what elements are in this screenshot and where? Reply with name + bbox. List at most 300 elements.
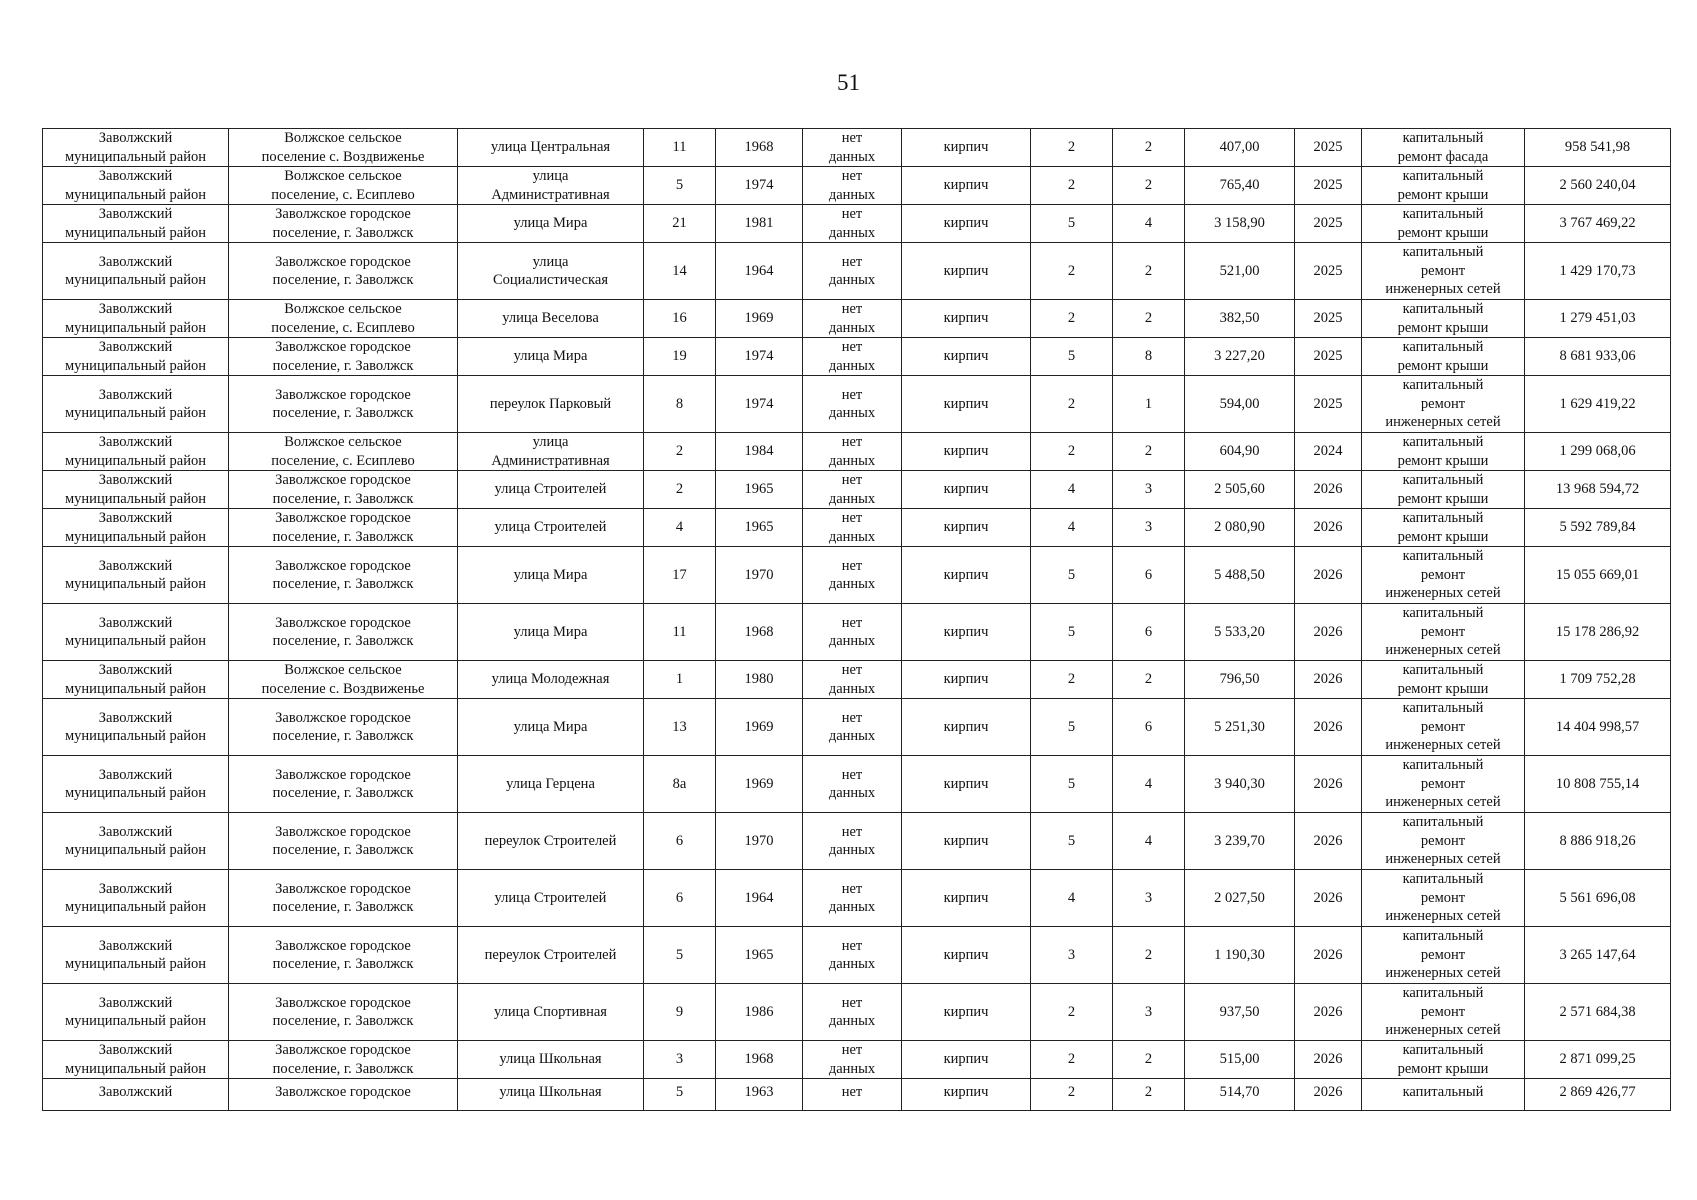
- floors-cell: 2: [1031, 300, 1113, 338]
- repair-type-cell-line: капитальный: [1402, 1042, 1484, 1058]
- wall-material-cell: кирпич: [902, 547, 1031, 604]
- cost-cell: 15 178 286,92: [1525, 604, 1671, 661]
- settlement-cell: [229, 756, 458, 813]
- repair-type-cell-line: капитальный: [1402, 377, 1484, 394]
- district-cell: [43, 376, 229, 433]
- floors-cell: 2: [1031, 243, 1113, 300]
- repair-type-cell-line: капитальный: [1402, 472, 1484, 488]
- district-cell: [43, 509, 229, 547]
- repair-type-cell-line: ремонт: [1420, 775, 1466, 792]
- entrances-cell: 2: [1113, 243, 1185, 300]
- no-data-cell: [803, 870, 902, 927]
- street-cell: [458, 756, 644, 813]
- floors-cell: 5: [1031, 813, 1113, 870]
- table-row: [43, 756, 1671, 813]
- no-data-cell-line: данных: [828, 680, 876, 697]
- wall-material-cell: кирпич: [902, 813, 1031, 870]
- street-cell: [458, 129, 644, 167]
- district-cell-line: Заволжский: [98, 766, 173, 783]
- settlement-cell: [229, 243, 458, 300]
- settlement-cell-line: Заволжское городское: [275, 1042, 411, 1058]
- settlement-cell-line: Заволжское городское: [275, 937, 411, 954]
- repair-type-cell-line: ремонт: [1420, 623, 1466, 640]
- repair-type-cell-line: ремонт: [1420, 262, 1466, 279]
- repair-type-cell-line: ремонт: [1420, 718, 1466, 735]
- house-number-cell: 11: [644, 604, 716, 661]
- build-year-cell: 1984: [716, 433, 803, 471]
- settlement-cell-line: Заволжское городское: [275, 339, 411, 355]
- table-row: [43, 927, 1671, 984]
- floors-cell: 2: [1031, 984, 1113, 1041]
- no-data-cell-line: данных: [828, 728, 876, 744]
- cost-cell: 13 968 594,72: [1525, 471, 1671, 509]
- street-cell: [458, 984, 644, 1041]
- repair-type-cell: [1362, 338, 1525, 376]
- wall-material-cell: кирпич: [902, 433, 1031, 471]
- wall-material-cell: кирпич: [902, 699, 1031, 756]
- area-cell: 3 227,20: [1185, 338, 1295, 376]
- build-year-cell: 1974: [716, 338, 803, 376]
- repair-type-cell-line: капитальный: [1402, 605, 1484, 622]
- area-cell: 514,70: [1185, 1079, 1295, 1111]
- repair-type-cell-line: капитальный: [1402, 206, 1484, 222]
- repair-type-cell-line: ремонт фасада: [1397, 148, 1489, 165]
- house-number-cell: 11: [644, 129, 716, 167]
- settlement-cell-line: поселение, г. Заволжск: [272, 1060, 414, 1077]
- street-cell-line: улица Мира: [513, 566, 588, 583]
- wall-material-cell: кирпич: [902, 205, 1031, 243]
- district-cell-line: муниципальный район: [65, 357, 206, 374]
- district-cell: [43, 167, 229, 205]
- repair-type-cell: [1362, 509, 1525, 547]
- table-row: [43, 1079, 1671, 1111]
- floors-cell: 5: [1031, 699, 1113, 756]
- no-data-cell-line: нет: [841, 1042, 863, 1058]
- table-row: [43, 433, 1671, 471]
- area-cell: 2 505,60: [1185, 471, 1295, 509]
- entrances-cell: 2: [1113, 1041, 1185, 1079]
- no-data-cell-line: данных: [828, 357, 876, 374]
- settlement-cell: [229, 471, 458, 509]
- no-data-cell: [803, 376, 902, 433]
- no-data-cell: [803, 756, 902, 813]
- no-data-cell-line: нет: [841, 766, 863, 783]
- district-cell-line: Заволжский: [98, 472, 173, 488]
- district-cell-line: муниципальный район: [65, 490, 206, 507]
- table-body: [43, 129, 1671, 1111]
- repair-type-cell: [1362, 433, 1525, 471]
- wall-material-cell: кирпич: [902, 129, 1031, 167]
- no-data-cell-line: данных: [828, 633, 876, 649]
- repair-type-cell-line: ремонт крыши: [1397, 680, 1489, 697]
- no-data-cell-line: данных: [828, 490, 876, 507]
- floors-cell: 5: [1031, 756, 1113, 813]
- street-cell-line: улица: [532, 253, 569, 270]
- table-row: [43, 509, 1671, 547]
- repair-type-cell: [1362, 927, 1525, 984]
- house-number-cell: 3: [644, 1041, 716, 1079]
- settlement-cell-line: поселение, г. Заволжск: [272, 899, 414, 915]
- repair-type-cell: [1362, 129, 1525, 167]
- house-number-cell: 9: [644, 984, 716, 1041]
- street-cell: [458, 300, 644, 338]
- area-cell: 5 533,20: [1185, 604, 1295, 661]
- no-data-cell-line: нет: [841, 339, 863, 355]
- build-year-cell: 1981: [716, 205, 803, 243]
- settlement-cell: [229, 300, 458, 338]
- district-cell-line: Заволжский: [98, 1084, 173, 1100]
- repair-type-cell-line: капитальный: [1402, 339, 1484, 355]
- build-year-cell: 1964: [716, 243, 803, 300]
- repair-type-cell-line: капитальный: [1402, 814, 1484, 831]
- repair-type-cell: [1362, 1041, 1525, 1079]
- table-row: [43, 813, 1671, 870]
- no-data-cell: [803, 927, 902, 984]
- settlement-cell-line: поселение, г. Заволжск: [272, 633, 414, 649]
- no-data-cell: [803, 338, 902, 376]
- settlement-cell-line: поселение, г. Заволжск: [272, 272, 414, 288]
- floors-cell: 5: [1031, 205, 1113, 243]
- settlement-cell-line: Заволжское городское: [275, 1084, 411, 1100]
- wall-material-cell: кирпич: [902, 1041, 1031, 1079]
- build-year-cell: 1968: [716, 129, 803, 167]
- district-cell: [43, 338, 229, 376]
- cost-cell: 3 265 147,64: [1525, 927, 1671, 984]
- no-data-cell-line: данных: [828, 576, 876, 592]
- district-cell-line: Заволжский: [98, 206, 173, 222]
- no-data-cell: [803, 205, 902, 243]
- house-number-cell: 8а: [644, 756, 716, 813]
- build-year-cell: 1970: [716, 813, 803, 870]
- district-cell-line: Заволжский: [98, 434, 173, 450]
- repair-type-cell: [1362, 376, 1525, 433]
- area-cell: 2 027,50: [1185, 870, 1295, 927]
- cost-cell: 1 429 170,73: [1525, 243, 1671, 300]
- entrances-cell: 6: [1113, 547, 1185, 604]
- settlement-cell-line: поселение, с. Есиплево: [271, 452, 415, 469]
- settlement-cell-line: поселение, г. Заволжск: [272, 728, 414, 744]
- area-cell: 5 488,50: [1185, 547, 1295, 604]
- repair-type-cell-line: ремонт: [1420, 395, 1466, 412]
- no-data-cell: [803, 167, 902, 205]
- street-cell-line: улица Мира: [513, 623, 588, 640]
- floors-cell: 2: [1031, 167, 1113, 205]
- street-cell: [458, 338, 644, 376]
- no-data-cell-line: нет: [841, 994, 863, 1011]
- district-cell-line: муниципальный район: [65, 842, 206, 858]
- plan-year-cell: 2025: [1295, 338, 1362, 376]
- district-cell: [43, 927, 229, 984]
- no-data-cell: [803, 243, 902, 300]
- settlement-cell-line: поселение, г. Заволжск: [272, 1013, 414, 1029]
- no-data-cell-line: нет: [841, 434, 863, 450]
- district-cell: [43, 661, 229, 699]
- floors-cell: 3: [1031, 927, 1113, 984]
- district-cell-line: Заволжский: [98, 880, 173, 897]
- repair-type-cell-line: ремонт: [1420, 1003, 1466, 1020]
- no-data-cell-line: нет: [841, 386, 863, 403]
- no-data-cell-line: нет: [841, 880, 863, 897]
- area-cell: 765,40: [1185, 167, 1295, 205]
- district-cell-line: муниципальный район: [65, 272, 206, 288]
- no-data-cell-line: данных: [828, 319, 876, 336]
- plan-year-cell: 2026: [1295, 471, 1362, 509]
- street-cell: [458, 870, 644, 927]
- no-data-cell: [803, 984, 902, 1041]
- wall-material-cell: кирпич: [902, 756, 1031, 813]
- plan-year-cell: 2026: [1295, 870, 1362, 927]
- no-data-cell-line: данных: [828, 1060, 876, 1077]
- entrances-cell: 1: [1113, 376, 1185, 433]
- settlement-cell-line: Заволжское городское: [275, 614, 411, 631]
- district-cell-line: Заволжский: [98, 386, 173, 403]
- floors-cell: 2: [1031, 433, 1113, 471]
- repair-type-cell-line: ремонт: [1420, 946, 1466, 963]
- repair-type-cell-line: ремонт: [1420, 889, 1466, 906]
- settlement-cell: [229, 205, 458, 243]
- street-cell-line: улица Строителей: [494, 889, 607, 906]
- house-number-cell: 6: [644, 870, 716, 927]
- district-cell-line: муниципальный район: [65, 1060, 206, 1077]
- build-year-cell: 1974: [716, 167, 803, 205]
- floors-cell: 2: [1031, 376, 1113, 433]
- entrances-cell: 3: [1113, 870, 1185, 927]
- entrances-cell: 2: [1113, 927, 1185, 984]
- settlement-cell: [229, 547, 458, 604]
- street-cell-line: переулок Строителей: [484, 832, 617, 849]
- settlement-cell-line: Волжское сельское: [284, 168, 402, 184]
- repair-type-cell-line: капитальный: [1402, 244, 1484, 261]
- district-cell-line: муниципальный район: [65, 224, 206, 241]
- cost-cell: 8 886 918,26: [1525, 813, 1671, 870]
- repair-type-cell-line: капитальный: [1402, 510, 1484, 526]
- no-data-cell-line: данных: [828, 842, 876, 858]
- settlement-cell: [229, 376, 458, 433]
- table-row: [43, 699, 1671, 756]
- wall-material-cell: кирпич: [902, 870, 1031, 927]
- repair-type-cell: [1362, 547, 1525, 604]
- page-number: 51: [837, 70, 860, 95]
- repair-type-cell-line: инженерных сетей: [1385, 1022, 1501, 1039]
- house-number-cell: 21: [644, 205, 716, 243]
- no-data-cell: [803, 300, 902, 338]
- housing-repair-table: [42, 128, 1671, 1111]
- repair-type-cell: [1362, 243, 1525, 300]
- repair-type-cell-line: ремонт крыши: [1397, 490, 1489, 507]
- repair-type-cell-line: ремонт крыши: [1397, 186, 1489, 203]
- no-data-cell: [803, 1079, 902, 1111]
- street-cell-line: Административная: [491, 452, 610, 469]
- repair-type-cell: [1362, 300, 1525, 338]
- entrances-cell: 4: [1113, 756, 1185, 813]
- settlement-cell-line: Волжское сельское: [284, 301, 402, 317]
- cost-cell: 8 681 933,06: [1525, 338, 1671, 376]
- wall-material-cell: кирпич: [902, 167, 1031, 205]
- build-year-cell: 1986: [716, 984, 803, 1041]
- street-cell: [458, 243, 644, 300]
- street-cell: [458, 927, 644, 984]
- table-row: [43, 338, 1671, 376]
- build-year-cell: 1968: [716, 604, 803, 661]
- no-data-cell-line: нет: [841, 206, 863, 222]
- district-cell: [43, 604, 229, 661]
- floors-cell: 2: [1031, 1041, 1113, 1079]
- no-data-cell-line: данных: [828, 1013, 876, 1029]
- settlement-cell-line: поселение, г. Заволжск: [272, 576, 414, 592]
- entrances-cell: 2: [1113, 129, 1185, 167]
- table-row: [43, 984, 1671, 1041]
- table-row: [43, 205, 1671, 243]
- street-cell-line: улица Школьная: [499, 1051, 602, 1068]
- plan-year-cell: 2025: [1295, 205, 1362, 243]
- area-cell: 382,50: [1185, 300, 1295, 338]
- no-data-cell: [803, 471, 902, 509]
- street-cell-line: улица Герцена: [506, 775, 595, 792]
- house-number-cell: 1: [644, 661, 716, 699]
- entrances-cell: 2: [1113, 300, 1185, 338]
- house-number-cell: 8: [644, 376, 716, 433]
- area-cell: 3 239,70: [1185, 813, 1295, 870]
- no-data-cell-line: нет: [841, 1084, 863, 1100]
- repair-type-cell-line: ремонт крыши: [1397, 528, 1489, 545]
- cost-cell: 15 055 669,01: [1525, 547, 1671, 604]
- plan-year-cell: 2026: [1295, 1079, 1362, 1111]
- street-cell-line: улица Молодежная: [491, 671, 610, 688]
- area-cell: 2 080,90: [1185, 509, 1295, 547]
- district-cell-line: Заволжский: [98, 168, 173, 184]
- settlement-cell-line: Заволжское городское: [275, 766, 411, 783]
- area-cell: 594,00: [1185, 376, 1295, 433]
- no-data-cell: [803, 813, 902, 870]
- street-cell: [458, 509, 644, 547]
- settlement-cell: [229, 509, 458, 547]
- settlement-cell-line: поселение, с. Есиплево: [271, 186, 415, 203]
- settlement-cell: [229, 661, 458, 699]
- repair-type-cell: [1362, 167, 1525, 205]
- repair-type-cell-line: инженерных сетей: [1385, 642, 1501, 659]
- wall-material-cell: кирпич: [902, 1079, 1031, 1111]
- table-row: [43, 129, 1671, 167]
- floors-cell: 5: [1031, 338, 1113, 376]
- district-cell-line: Заволжский: [98, 557, 173, 574]
- no-data-cell-line: нет: [841, 937, 863, 954]
- house-number-cell: 5: [644, 1079, 716, 1111]
- district-cell-line: Заволжский: [98, 937, 173, 954]
- wall-material-cell: кирпич: [902, 243, 1031, 300]
- district-cell-line: муниципальный район: [65, 956, 206, 972]
- repair-type-cell-line: ремонт крыши: [1397, 452, 1489, 469]
- wall-material-cell: кирпич: [902, 300, 1031, 338]
- build-year-cell: 1965: [716, 471, 803, 509]
- no-data-cell-line: нет: [841, 301, 863, 317]
- street-cell-line: переулок Парковый: [489, 395, 612, 412]
- house-number-cell: 6: [644, 813, 716, 870]
- build-year-cell: 1974: [716, 376, 803, 433]
- repair-type-cell-line: инженерных сетей: [1385, 851, 1501, 868]
- house-number-cell: 4: [644, 509, 716, 547]
- repair-type-cell: [1362, 1079, 1525, 1111]
- entrances-cell: 2: [1113, 1079, 1185, 1111]
- no-data-cell: [803, 129, 902, 167]
- street-cell: [458, 1041, 644, 1079]
- street-cell: [458, 205, 644, 243]
- build-year-cell: 1965: [716, 509, 803, 547]
- settlement-cell-line: Заволжское городское: [275, 206, 411, 222]
- plan-year-cell: 2026: [1295, 927, 1362, 984]
- build-year-cell: 1969: [716, 756, 803, 813]
- street-cell: [458, 547, 644, 604]
- district-cell: [43, 813, 229, 870]
- no-data-cell-line: данных: [828, 148, 876, 165]
- entrances-cell: 2: [1113, 661, 1185, 699]
- street-cell-line: Административная: [491, 186, 610, 203]
- plan-year-cell: 2024: [1295, 433, 1362, 471]
- plan-year-cell: 2025: [1295, 300, 1362, 338]
- district-cell: [43, 433, 229, 471]
- floors-cell: 5: [1031, 547, 1113, 604]
- repair-type-cell-line: ремонт крыши: [1397, 1060, 1489, 1077]
- settlement-cell: [229, 338, 458, 376]
- cost-cell: 2 560 240,04: [1525, 167, 1671, 205]
- no-data-cell-line: данных: [828, 899, 876, 915]
- settlement-cell-line: Волжское сельское: [284, 434, 402, 450]
- area-cell: 796,50: [1185, 661, 1295, 699]
- floors-cell: 4: [1031, 870, 1113, 927]
- plan-year-cell: 2025: [1295, 167, 1362, 205]
- repair-type-cell-line: ремонт крыши: [1397, 357, 1489, 374]
- settlement-cell-line: Заволжское городское: [275, 994, 411, 1011]
- settlement-cell-line: поселение, г. Заволжск: [272, 490, 414, 507]
- district-cell-line: Заволжский: [98, 130, 173, 146]
- street-cell: [458, 661, 644, 699]
- repair-type-cell: [1362, 813, 1525, 870]
- cost-cell: 3 767 469,22: [1525, 205, 1671, 243]
- house-number-cell: 2: [644, 433, 716, 471]
- district-cell: [43, 1079, 229, 1111]
- street-cell-line: улица Строителей: [494, 481, 607, 498]
- district-cell-line: Заволжский: [98, 301, 173, 317]
- settlement-cell: [229, 1041, 458, 1079]
- district-cell: [43, 756, 229, 813]
- no-data-cell-line: данных: [828, 186, 876, 203]
- settlement-cell: [229, 604, 458, 661]
- repair-type-cell-line: инженерных сетей: [1385, 794, 1501, 811]
- street-cell-line: улица Мира: [513, 718, 588, 735]
- area-cell: 5 251,30: [1185, 699, 1295, 756]
- settlement-cell-line: поселение, г. Заволжск: [272, 357, 414, 374]
- settlement-cell: [229, 870, 458, 927]
- repair-type-cell-line: капитальный: [1402, 700, 1484, 717]
- settlement-cell: [229, 984, 458, 1041]
- cost-cell: 1 629 419,22: [1525, 376, 1671, 433]
- no-data-cell-line: нет: [841, 253, 863, 270]
- settlement-cell: [229, 1079, 458, 1111]
- area-cell: 937,50: [1185, 984, 1295, 1041]
- district-cell-line: муниципальный район: [65, 452, 206, 469]
- plan-year-cell: 2026: [1295, 509, 1362, 547]
- settlement-cell-line: поселение с. Воздвиженье: [261, 680, 425, 697]
- no-data-cell-line: нет: [841, 510, 863, 526]
- plan-year-cell: 2026: [1295, 604, 1362, 661]
- cost-cell: 2 871 099,25: [1525, 1041, 1671, 1079]
- cost-cell: 958 541,98: [1525, 129, 1671, 167]
- street-cell-line: улица Центральная: [490, 139, 611, 156]
- district-cell: [43, 699, 229, 756]
- cost-cell: 1 709 752,28: [1525, 661, 1671, 699]
- street-cell: [458, 1079, 644, 1111]
- no-data-cell-line: данных: [828, 272, 876, 288]
- no-data-cell-line: нет: [841, 557, 863, 574]
